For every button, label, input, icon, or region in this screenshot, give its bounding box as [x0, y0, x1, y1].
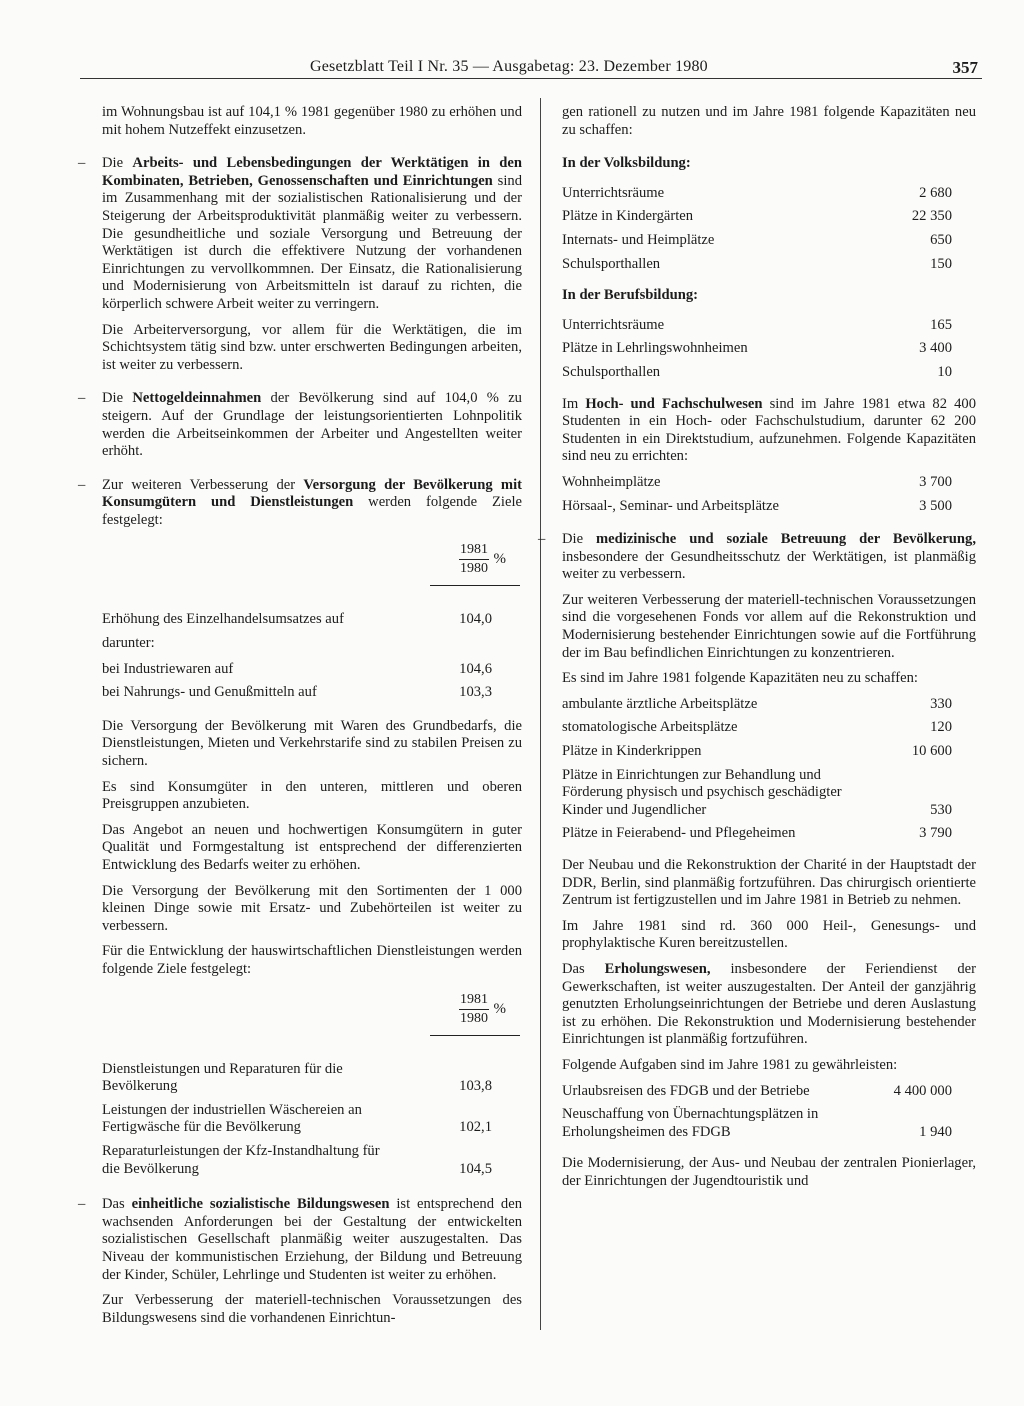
table-row — [562, 208, 976, 226]
row-label: Urlaubsreisen des FDGB und der Betriebe — [562, 1082, 810, 1099]
row-value: 104,6 — [459, 660, 492, 677]
table-row — [562, 364, 976, 382]
list-item-versorgung — [78, 476, 522, 1178]
row-label: Plätze in Kinderkrippen — [562, 743, 702, 760]
paragraph: Folgende Aufgaben sind im Jahre 1981 zu gewährleisten: — [562, 1056, 898, 1073]
text: Die — [102, 390, 133, 407]
bold-term: medizinische und soziale Betreuung der Bevölkerung, — [596, 531, 976, 548]
paragraph: Zur Verbesserung der materiell-technischen Voraussetzungen des Bildungswesens sind die vorhandenen Einrichtun- — [102, 1292, 522, 1326]
dash-bullet: – — [78, 476, 86, 493]
row-value: 104,0 — [459, 611, 492, 628]
row-value: 3 400 — [919, 340, 952, 357]
table-row — [562, 696, 976, 714]
row-label: Schulsporthallen — [562, 363, 661, 380]
fraction-denominator: 1980 — [460, 561, 488, 577]
percent-unit: % — [493, 551, 506, 568]
text: der Bevölkerung sind auf 104,0 % zu steigern. Auf der Grundlage der leistungsorientierten Lohnpolitik werden die Arbeitseinkommen der Arbeiter und Angestellten weiter erhöht. — [102, 390, 522, 460]
row-value: 4 400 000 — [893, 1082, 952, 1099]
text: insbesondere der Gesundheitsschutz der Werktätigen, ist planmäßig weiter zu verbessern. — [562, 548, 976, 583]
row-value: 330 — [930, 695, 952, 712]
table-rule — [430, 585, 520, 586]
text: insbesondere der Feriendienst der Gewerkschaften, ist weiter auszugestalten. Der Anteil der ganzjährig genutzten Erholungseinrichtungen der Betriebe und deren Auslastung ist zu erhöhen. Die Rekonstruktion und Modernisierung bestehender Einrichtungen ist planmäßig fortzuführen. — [562, 960, 976, 1048]
table-row — [102, 661, 522, 679]
paragraph: Im Jahre 1981 sind rd. 360 000 Heil-, Genesungs- und prophylaktische Kuren bereitzustellen. — [562, 917, 976, 952]
bold-term: Versorgung der Bevölkerung mit Konsumgütern und Dienstleistungen — [102, 476, 522, 511]
page-number: 357 — [952, 58, 978, 77]
row-label: bei Industriewaren auf — [102, 660, 234, 677]
table-row — [562, 1106, 976, 1141]
text: Zur weiteren Verbesserung der — [102, 476, 304, 493]
row-label: Schulsporthallen — [562, 255, 661, 272]
row-value: 10 600 — [911, 743, 952, 760]
row-label: Neuschaffung von Übernachtungsplätzen in Erholungsheimen des FDGB — [562, 1106, 819, 1140]
dash-bullet: – — [78, 155, 86, 172]
paragraph: Es sind im Jahre 1981 folgende Kapazitäten neu zu schaffen: — [562, 670, 918, 687]
row-label: Wohnheimplätze — [562, 473, 661, 490]
row-value: 102,1 — [459, 1119, 492, 1136]
row-label: Hörsaal-, Seminar- und Arbeitsplätze — [562, 497, 779, 514]
right-column — [538, 104, 976, 1199]
paragraph: gen rationell zu nutzen und im Jahre 1981 folgende Kapazitäten neu zu schaffen: — [562, 104, 976, 138]
row-value: 10 — [937, 363, 952, 380]
table-row — [562, 498, 976, 516]
bold-term: Hoch- und Fachschulwesen — [585, 395, 763, 412]
row-label: Plätze in Lehrlingswohnheimen — [562, 340, 748, 357]
row-value: 165 — [930, 316, 952, 333]
row-label: stomatologische Arbeitsplätze — [562, 719, 738, 736]
table-header-fraction — [102, 987, 522, 1051]
table-row — [102, 1143, 522, 1178]
table-rule — [430, 1035, 520, 1036]
table-row — [102, 611, 522, 629]
list-item-medizinische-betreuung — [538, 531, 976, 953]
paragraph: Das Angebot an neuen und hochwertigen Konsumgütern in guter Qualität und Formgestaltung ist entsprechend der differenzierten Entwicklung des Bedarfs weiter zu erhöhen. — [102, 821, 522, 873]
paragraph: Zur weiteren Verbesserung der materiell-technischen Voraussetzungen sind die vorgesehenen Fonds vor allem auf die Rekonstruktion und Modernisierung bestehender Einrichtungen sowie auf die Fortführung der im Bau befindlichen Einrichtungen zu konzentrieren. — [562, 591, 976, 661]
paragraph: Für die Entwicklung der hauswirtschaftlichen Dienstleistungen werden folgende Ziele festgelegt: — [102, 943, 522, 977]
text: Im — [562, 395, 586, 412]
row-value: 650 — [930, 231, 952, 248]
row-label: Dienstleistungen und Reparaturen für die Bevölkerung — [102, 1060, 343, 1095]
row-label: Internats- und Heimplätze — [562, 231, 715, 248]
row-value: 103,8 — [459, 1078, 492, 1095]
paragraph: Die Arbeiterversorgung, vor allem für die Werktätigen, die im Schichtsystem tätig sind bzw. unter erschwerten Bedingungen arbeiten, ist weiter zu verbessern. — [102, 321, 522, 373]
table-row — [562, 474, 976, 492]
bold-term: Nettogeldeinnahmen — [132, 390, 262, 407]
table-row — [102, 684, 522, 702]
row-label: Plätze in Kindergärten — [562, 208, 694, 225]
bold-term: einheitliche sozialistische Bildungswesen — [131, 1196, 390, 1213]
table-row — [562, 767, 976, 820]
row-value: 3 500 — [919, 497, 952, 514]
table-row — [102, 1102, 522, 1137]
dash-bullet: – — [78, 1196, 86, 1213]
text: sind im Jahre 1981 etwa 82 400 Studenten in ein Hoch- oder Fachschulstudium, darunter 62 200 Studenten in ein Direktstudium, aufzunehmen. Folgende Kapazitäten sind neu zu errichten: — [562, 395, 976, 465]
text: Das — [562, 960, 605, 977]
table-row — [562, 743, 976, 761]
text: sind im Zusammenhang mit der sozialistischen Rationalisierung und der Steigerung der Arbeitsproduktivität planmäßig weiter zu verbessern. Die gesundheitliche und soziale Versorgung und Betreuung der Werktätigen ist durch die effektivere Nutzung der vorhandenen Einrichtungen zu vervollkommnen. Der Einsatz, die Rationalisierung und Modernisierung von Arbeitsmitteln ist darauf zu richten, die körperlich schwere Arbeit weiter zu verringern. — [102, 172, 522, 312]
fraction-numerator: 1981 — [460, 991, 488, 1007]
row-label: Plätze in Feierabend- und Pflegeheimen — [562, 825, 796, 842]
dash-bullet: – — [538, 531, 546, 548]
table-row — [562, 340, 976, 358]
text: Die — [562, 531, 597, 548]
percent-unit: % — [493, 1000, 506, 1017]
paragraph: im Wohnungsbau ist auf 104,1 % 1981 gegenüber 1980 zu erhöhen und mit hohem Nutzeffekt einzusetzen. — [102, 104, 522, 138]
table-row — [102, 1061, 522, 1096]
table-row — [562, 317, 976, 335]
row-value: 3 790 — [919, 825, 952, 842]
row-value: 2 680 — [919, 184, 952, 201]
dash-bullet: – — [78, 390, 86, 407]
paragraph: Die Versorgung der Bevölkerung mit Waren des Grundbedarfs, die Dienstleistungen, Mieten und Verkehrstarife sind zu stabilen Preisen zu sichern. — [102, 717, 522, 770]
paragraph: Der Neubau und die Rekonstruktion der Charité in der Hauptstadt der DDR, Berlin, sind planmäßig fortzuführen. Das chirurgisch orientierte Zentrum ist fertigzustellen und im Jahre 1981 in Betrieb zu nehmen. — [562, 857, 976, 909]
row-label: Plätze in Einrichtungen zur Behandlung und Förderung physisch und psychisch geschädigter Kinder und Jugendlicher — [562, 766, 842, 818]
paragraph: Die Modernisierung, der Aus- und Neubau der zentralen Pionierlager, der Einrichtungen der Jugendtouristik und — [562, 1155, 976, 1189]
sub-label: darunter: — [102, 635, 155, 652]
fraction-denominator: 1980 — [460, 1010, 488, 1026]
row-value: 22 350 — [911, 208, 952, 225]
row-label: Erhöhung des Einzelhandelsumsatzes auf — [102, 611, 344, 628]
row-value: 3 700 — [919, 473, 952, 490]
bold-term: Arbeits- und Lebensbedingungen der Werktätigen in den Kombinaten, Betrieben, Genossenschaften und Einrichtungen — [102, 155, 522, 189]
table-row — [562, 256, 976, 274]
table-row — [562, 1083, 976, 1101]
section-heading: In der Berufsbildung: — [562, 287, 698, 304]
row-value: 530 — [930, 801, 952, 818]
row-label: Unterrichtsräume — [562, 184, 665, 201]
row-value: 104,5 — [459, 1160, 492, 1177]
row-value: 120 — [930, 719, 952, 736]
column-divider — [540, 98, 541, 1330]
list-item-bildungswesen — [78, 1196, 522, 1327]
header-title: Gesetzblatt Teil I Nr. 35 — Ausgabetag: 23. Dezember 1980 — [310, 58, 708, 75]
table-row — [562, 185, 976, 203]
table-row — [562, 719, 976, 737]
row-value: 103,3 — [459, 684, 492, 701]
row-value: 1 940 — [919, 1123, 952, 1140]
list-item-arbeitsbedingungen — [78, 155, 522, 374]
left-column — [78, 104, 522, 1335]
table-header-fraction — [102, 537, 522, 601]
list-item-nettogeldeinnahmen — [78, 390, 522, 460]
fraction-numerator: 1981 — [460, 542, 488, 558]
text: Das — [102, 1196, 132, 1213]
row-value: 150 — [930, 255, 952, 272]
section-heading: In der Volksbildung: — [562, 155, 691, 172]
row-label: Reparaturleistungen der Kfz-Instandhaltung für die Bevölkerung — [102, 1142, 380, 1177]
row-label: Leistungen der industriellen Wäschereien an Fertigwäsche für die Bevölkerung — [102, 1101, 362, 1136]
table-row — [562, 232, 976, 250]
text: werden folgende Ziele festgelegt: — [102, 494, 522, 528]
paragraph: Die Versorgung der Bevölkerung mit den Sortimenten der 1 000 kleinen Dinge sowie mit Ersatz- und Zubehörteilen ist weiter zu verbessern. — [102, 882, 522, 934]
table-row — [562, 825, 976, 843]
text: Die — [102, 155, 133, 172]
bold-term: Erholungswesen, — [604, 960, 711, 977]
row-label: Unterrichtsräume — [562, 316, 665, 333]
text: ist entsprechend den wachsenden Anforderungen bei der Gestaltung der entwickelten sozialistischen Gesellschaft planmäßig weiter auszugestalten. Das Niveau der kommunistischen Erziehung, der Bildung und Betreuung der Kinder, Schüler, Lehrlinge und Studenten ist weiter zu erhöhen. — [102, 1196, 522, 1283]
header-rule — [80, 78, 982, 79]
row-label: ambulante ärztliche Arbeitsplätze — [562, 695, 758, 712]
row-label: bei Nahrungs- und Genußmitteln auf — [102, 684, 317, 701]
paragraph: Es sind Konsumgüter in den unteren, mittleren und oberen Preisgruppen anzubieten. — [102, 778, 522, 813]
